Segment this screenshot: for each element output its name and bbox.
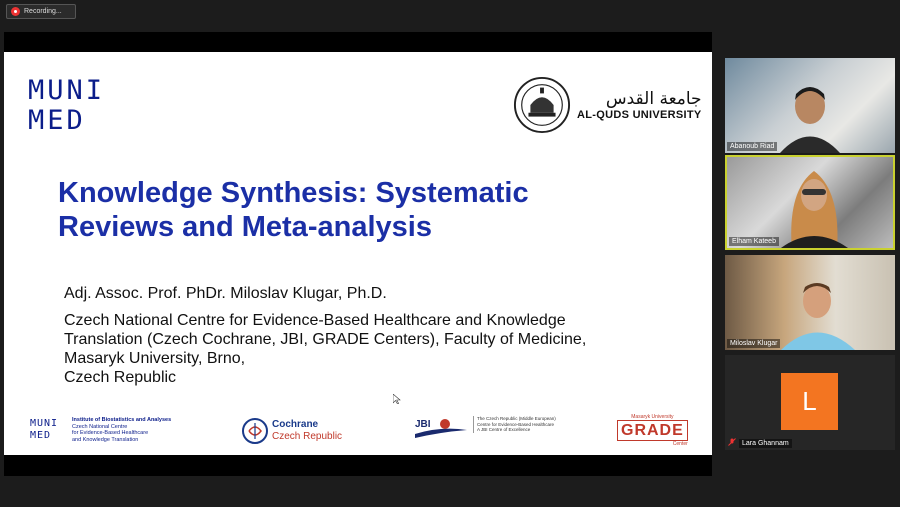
cochrane-circle-icon <box>242 418 268 444</box>
institute-line: for Evidence-Based Healthcare <box>72 430 149 436</box>
affiliation-line: Translation (Czech Cochrane, JBI, GRADE Centers), Faculty of Medicine, <box>64 331 587 348</box>
al-quds-english-name: AL-QUDS UNIVERSITY <box>577 109 702 121</box>
jbi-line: A JBI Centre of Excellence <box>477 427 531 432</box>
jbi-logo <box>413 416 567 440</box>
participant-tile-active-speaker[interactable] <box>725 155 895 250</box>
slide-title <box>58 176 658 244</box>
jbi-line: Centre for Evidence-Based Healthcare <box>477 421 555 427</box>
footer-institute-text <box>72 417 171 443</box>
slide-author: Adj. Assoc. Prof. PhDr. Miloslav Klugar, Ph.D. <box>64 285 387 302</box>
muni-logo-line2: MED <box>28 105 86 136</box>
cochrane-logo <box>242 418 342 444</box>
participant-name: Elham Kateeb <box>729 237 779 246</box>
cochrane-name: Cochrane <box>272 419 319 430</box>
grade-university: Masaryk University <box>631 414 674 420</box>
grade-center-logo <box>617 414 688 447</box>
recording-indicator[interactable] <box>6 4 76 19</box>
participant-name: Abanoub Riad <box>727 142 777 151</box>
participant-name: Lara Ghannam <box>739 439 792 448</box>
institute-title: Institute of Biostatistics and Analyses <box>72 417 172 423</box>
slide-title-line1: Knowledge Synthesis: Systematic <box>58 177 529 209</box>
participant-video <box>780 80 840 153</box>
presentation-slide <box>4 52 712 455</box>
footer-muni-line1: MUNI <box>30 418 59 429</box>
participant-tile[interactable] <box>725 255 895 350</box>
participant-avatar: L <box>781 373 838 430</box>
jbi-text <box>473 416 567 433</box>
participant-tile[interactable] <box>725 58 895 153</box>
footer-muni-line2: MED <box>30 430 52 441</box>
recording-label: Recording... <box>24 8 62 15</box>
al-quds-arabic-name: جامعة القدس <box>605 89 702 109</box>
muted-mic-icon <box>728 438 736 446</box>
institute-line: and Knowledge Translation <box>72 436 139 443</box>
participant-tile[interactable] <box>725 355 895 450</box>
muni-logo-line1: MUNI <box>28 75 106 106</box>
grade-wordmark: GRADE <box>617 420 688 441</box>
cochrane-country: Czech Republic <box>272 431 343 442</box>
muni-med-logo <box>28 76 105 136</box>
jbi-wordmark: JBI <box>415 419 431 430</box>
slide-affiliation <box>64 311 684 387</box>
al-quds-university-logo <box>513 76 702 134</box>
participant-name: Miloslav Klugar <box>727 339 780 348</box>
affiliation-line: Czech National Centre for Evidence-Based Healthcare and Knowledge <box>64 312 566 329</box>
affiliation-line: Masaryk University, Brno, <box>64 350 246 367</box>
al-quds-seal-icon <box>513 76 571 134</box>
grade-center: Center <box>672 441 688 447</box>
institute-line: Czech National Centre <box>72 423 128 430</box>
participant-video <box>777 161 852 250</box>
participant-video <box>777 277 857 350</box>
slide-title-line2: Reviews and Meta-analysis <box>58 211 432 243</box>
affiliation-line: Czech Republic <box>64 369 177 386</box>
recording-icon <box>11 7 20 16</box>
footer-muni-logo <box>30 418 58 442</box>
jbi-line: The Czech Republic (Middle European) <box>477 416 556 421</box>
slide-footer-logos <box>4 410 712 455</box>
jbi-swoosh-icon <box>413 416 469 440</box>
mouse-pointer-icon <box>393 394 401 404</box>
